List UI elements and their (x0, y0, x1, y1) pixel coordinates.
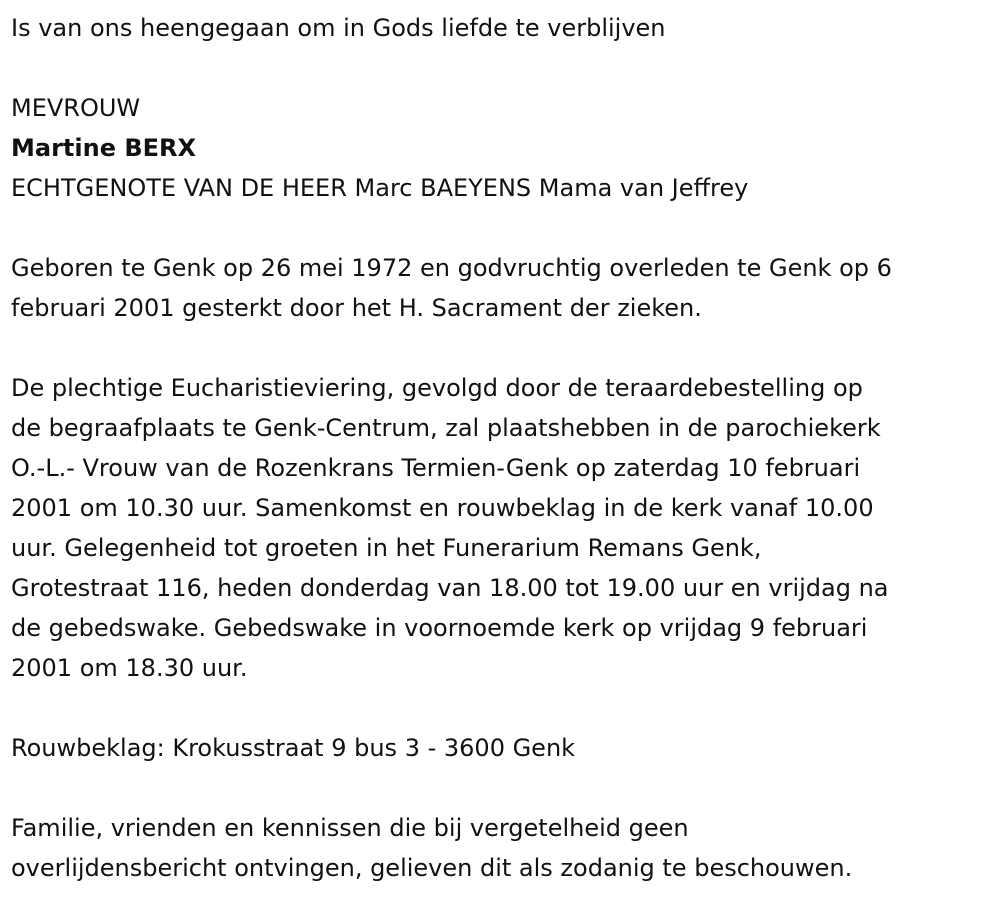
paragraph-line: Familie, vrienden en kennissen die bij vergetelheid geen (11, 814, 689, 842)
condolence-address: Rouwbeklag: Krokusstraat 9 bus 3 - 3600 Genk (11, 734, 576, 762)
paragraph-line: 2001 om 10.30 uur. Samenkomst en rouwbeklag in de kerk vanaf 10.00 (11, 494, 874, 522)
spacer (11, 328, 1000, 368)
birth-death-paragraph (11, 248, 1000, 328)
paragraph-line: februari 2001 gesterkt door het H. Sacrament der zieken. (11, 294, 702, 322)
paragraph-line: 2001 om 18.30 uur. (11, 654, 248, 682)
paragraph-line: Grotestraat 116, heden donderdag van 18.00 tot 19.00 uur en vrijdag na (11, 574, 889, 602)
paragraph-line: de gebedswake. Gebedswake in voornoemde kerk op vrijdag 9 februari (11, 614, 868, 642)
closing-paragraph (11, 808, 1000, 888)
spacer (11, 688, 1000, 728)
intro-text: Is van ons heengegaan om in Gods liefde te verblijven (11, 14, 666, 42)
paragraph-line: O.-L.- Vrouw van de Rozenkrans Termien-Genk op zaterdag 10 februari (11, 454, 861, 482)
spacer (11, 48, 1000, 88)
paragraph-line: Geboren te Genk op 26 mei 1972 en godvruchtig overleden te Genk op 6 (11, 254, 892, 282)
spacer (11, 768, 1000, 808)
spacer (11, 208, 1000, 248)
paragraph-line: De plechtige Eucharistieviering, gevolgd door de teraardebestelling op (11, 374, 863, 402)
deceased-name: Martine BERX (11, 134, 197, 162)
paragraph-line: de begraafplaats te Genk-Centrum, zal plaatshebben in de parochiekerk (11, 414, 881, 442)
paragraph-line: overlijdensbericht ontvingen, gelieven dit als zodanig te beschouwen. (11, 854, 853, 882)
paragraph-line: uur. Gelegenheid tot groeten in het Funerarium Remans Genk, (11, 534, 762, 562)
relation-text: ECHTGENOTE VAN DE HEER Marc BAEYENS Mama van Jeffrey (11, 174, 749, 202)
ceremony-paragraph (11, 368, 1000, 688)
honorific: MEVROUW (11, 94, 141, 122)
